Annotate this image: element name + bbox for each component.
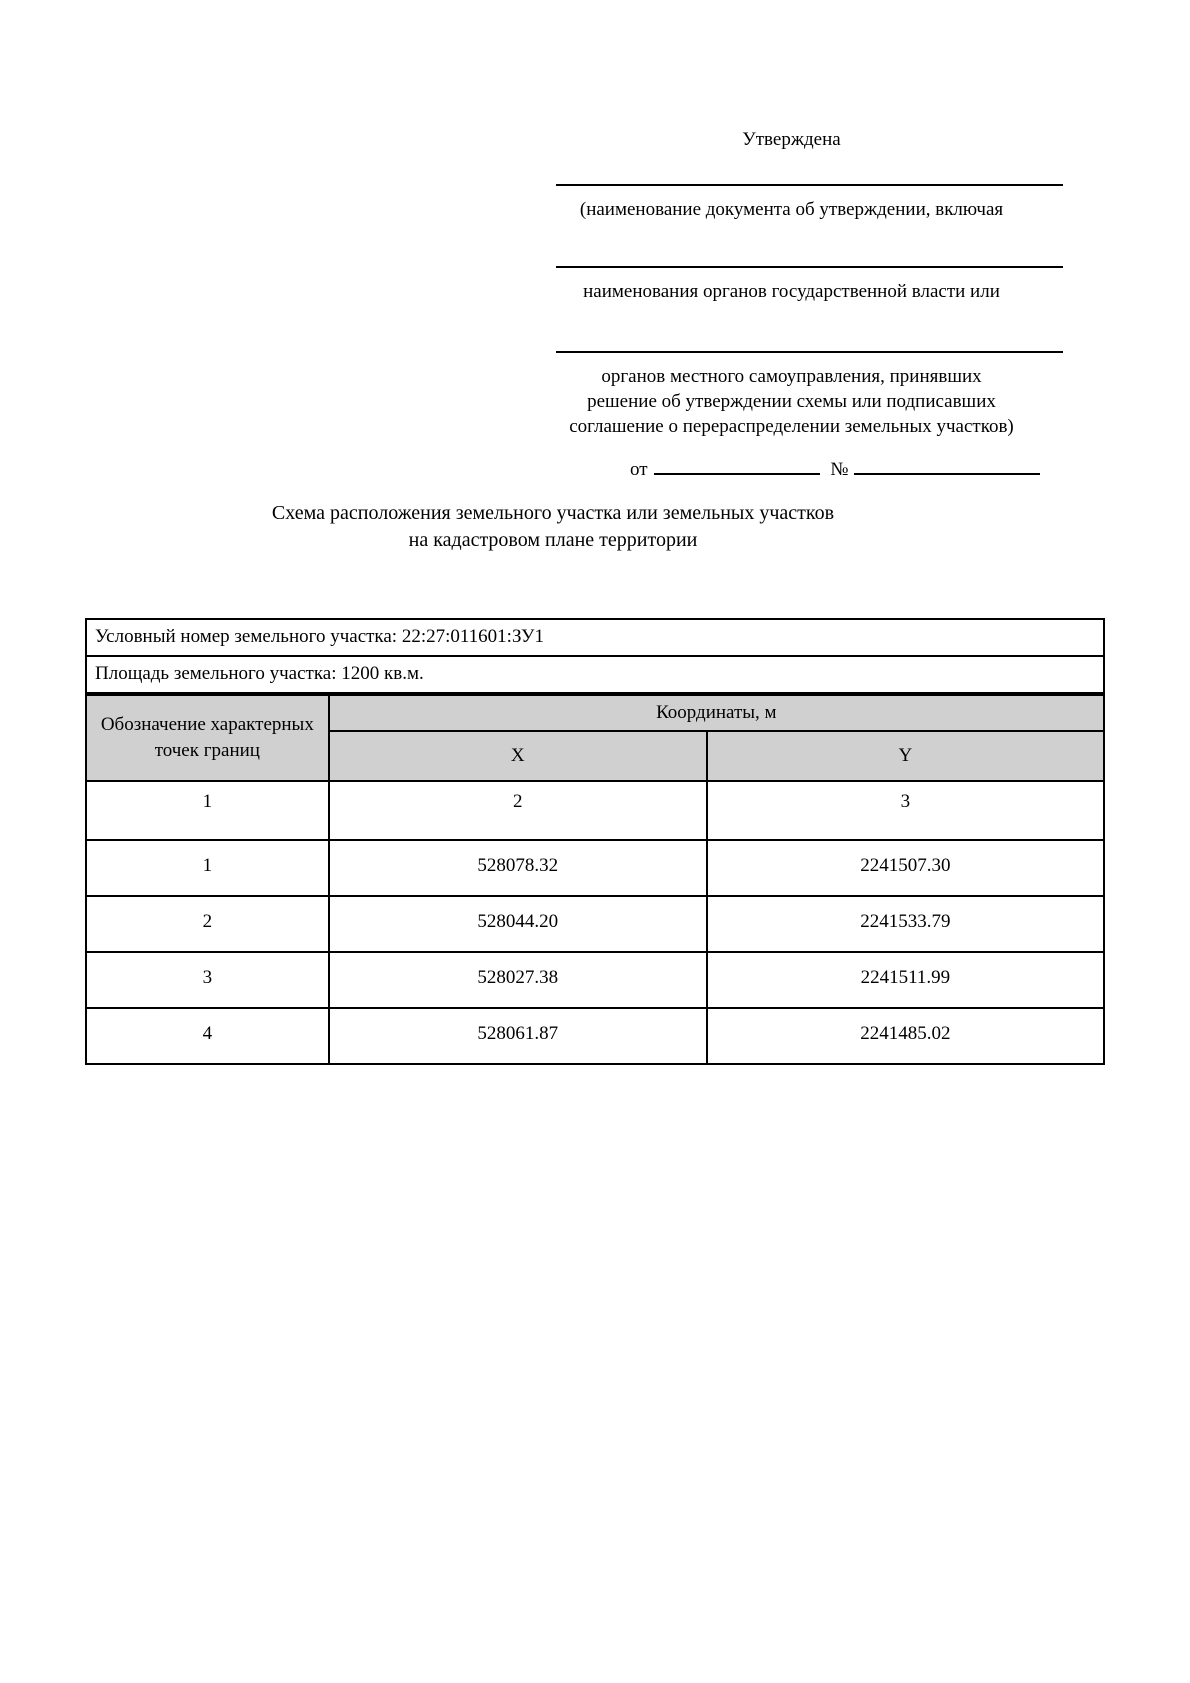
approval-caption-3-line3: соглашение о перераспределении земельных участков) bbox=[569, 416, 1014, 437]
y-coordinate-cell: 2241485.02 bbox=[707, 1008, 1104, 1064]
column-number: 1 bbox=[86, 781, 329, 840]
table-row bbox=[86, 952, 1104, 1008]
approval-caption-3 bbox=[520, 364, 1063, 439]
x-coordinate-cell: 528061.87 bbox=[329, 1008, 707, 1064]
table-row bbox=[86, 840, 1104, 896]
table-row bbox=[86, 896, 1104, 952]
table-row bbox=[86, 656, 1104, 693]
approval-title: Утверждена bbox=[742, 129, 841, 150]
blank-line bbox=[556, 184, 1063, 186]
x-coordinate-cell: 528027.38 bbox=[329, 952, 707, 1008]
point-cell: 4 bbox=[86, 1008, 329, 1064]
date-number-line bbox=[520, 457, 1063, 483]
y-coordinate-cell: 2241533.79 bbox=[707, 896, 1104, 952]
column-numbering-row bbox=[86, 781, 1104, 840]
coordinates-table bbox=[85, 694, 1105, 1065]
x-coordinate-cell: 528044.20 bbox=[329, 896, 707, 952]
document-page bbox=[0, 128, 1190, 1683]
point-cell: 1 bbox=[86, 840, 329, 896]
conditional-number-cell: Условный номер земельного участка: 22:27:011601:ЗУ1 bbox=[86, 619, 1104, 656]
approval-caption-3-line1: органов местного самоуправления, принявших bbox=[601, 366, 982, 387]
blank-line bbox=[556, 351, 1063, 353]
approval-caption-3-line2: решение об утверждении схемы или подписавших bbox=[587, 391, 996, 412]
document-title-line2: на кадастровом плане территории bbox=[408, 529, 698, 551]
column-header-point: Обозначение характерных точек границ bbox=[86, 695, 329, 781]
number-label: № bbox=[830, 459, 849, 480]
column-header-x: X bbox=[329, 731, 707, 781]
date-blank-field bbox=[654, 457, 820, 475]
document-title bbox=[40, 500, 1066, 554]
document-title-line1: Схема расположения земельного участка или земельных участков bbox=[271, 502, 835, 524]
number-blank-field bbox=[854, 457, 1040, 475]
approval-caption-2: наименования органов государственной власти или bbox=[583, 281, 1000, 302]
y-coordinate-cell: 2241511.99 bbox=[707, 952, 1104, 1008]
table-row bbox=[86, 619, 1104, 656]
date-label: от bbox=[630, 459, 648, 480]
point-cell: 3 bbox=[86, 952, 329, 1008]
approval-caption-1: (наименование документа об утверждении, включая bbox=[579, 199, 1004, 220]
parcel-info-table bbox=[85, 618, 1105, 694]
column-header-coordinates: Координаты, м bbox=[329, 695, 1104, 731]
approval-block bbox=[520, 128, 1063, 483]
table-row bbox=[86, 1008, 1104, 1064]
y-coordinate-cell: 2241507.30 bbox=[707, 840, 1104, 896]
column-number: 2 bbox=[329, 781, 707, 840]
table-header-row bbox=[86, 695, 1104, 731]
blank-line bbox=[556, 266, 1063, 268]
parcel-area-cell: Площадь земельного участка: 1200 кв.м. bbox=[86, 656, 1104, 693]
point-cell: 2 bbox=[86, 896, 329, 952]
x-coordinate-cell: 528078.32 bbox=[329, 840, 707, 896]
column-number: 3 bbox=[707, 781, 1104, 840]
column-header-y: Y bbox=[707, 731, 1104, 781]
